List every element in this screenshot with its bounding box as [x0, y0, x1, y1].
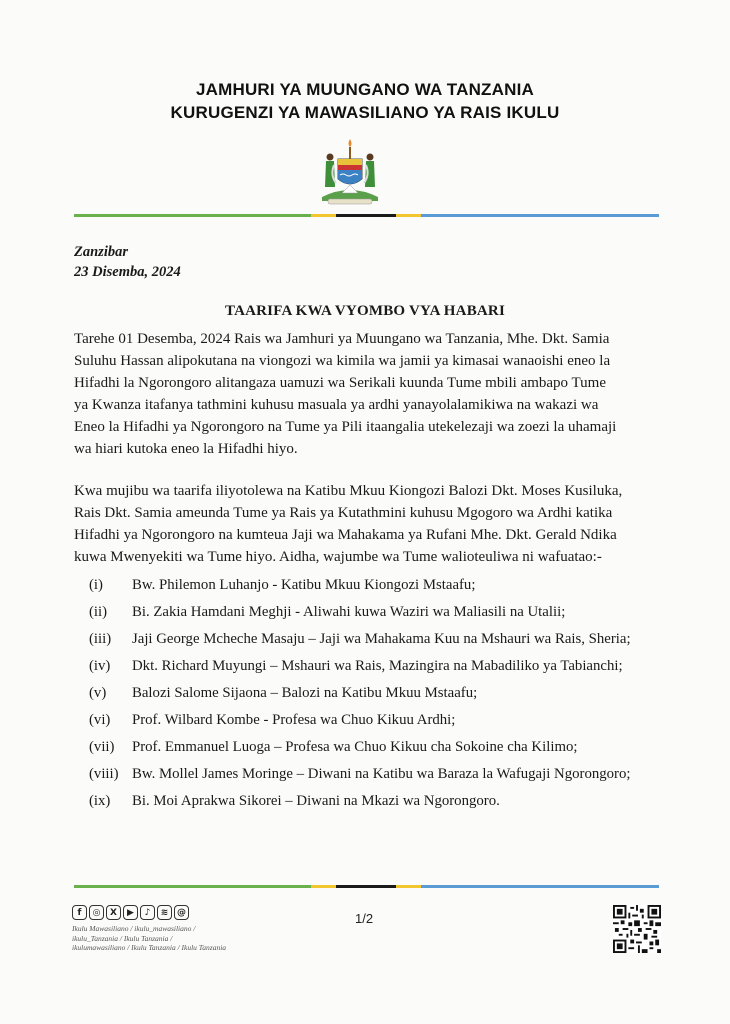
stripe-blue [421, 885, 659, 888]
stripe-green [74, 214, 311, 217]
handles-line: Ikulu Mawasiliano / ikulu_mawasiliano / [72, 924, 196, 933]
list-item-number: (ix) [89, 793, 111, 809]
list-item-text: Jaji George Mcheche Masaju – Jaji wa Mahakama Kuu na Mshauri wa Rais, Sheria; [132, 631, 631, 647]
list-item-number: (v) [89, 685, 107, 701]
x-icon[interactable]: X [106, 905, 121, 920]
stripe-yellow-2 [396, 885, 421, 888]
tanzania-coat-of-arms-icon [318, 135, 382, 207]
list-item-number: (vii) [89, 739, 115, 755]
paragraph-line: Eneo la Hifadhi ya Ngorongoro na Tume ya Pili itaangalia utekelezaji wa zoezi la uhamaji [74, 419, 617, 435]
paragraph-line: Suluhu Hassan alipokutana na viongozi wa kimila wa jamii ya kimasai wanaoishi eneo la [74, 353, 611, 369]
list-item-number: (ii) [89, 604, 108, 620]
paragraph-line: Hifadhi la Ngorongoro alitangaza uamuzi wa Serikali kuunda Tume mbili ambapo Tume [74, 375, 606, 391]
list-item-text: Prof. Emmanuel Luoga – Profesa wa Chuo Kikuu cha Sokoine cha Kilimo; [132, 739, 578, 755]
list-item-number: (iii) [89, 631, 112, 647]
header-line-2: KURUGENZI YA MAWASILIANO YA RAIS IKULU [170, 103, 560, 122]
social-icons [72, 905, 189, 920]
stripe-yellow [311, 214, 336, 217]
list-item-text: Bi. Zakia Hamdani Meghji - Aliwahi kuwa Waziri wa Maliasili na Utalii; [132, 604, 566, 620]
paragraph-line: kuwa Mwenyekiti wa Tume hiyo. Aidha, wajumbe wa Tume walioteuliwa ni wafuatao:- [74, 549, 602, 565]
paragraph-line: Kwa mujibu wa taarifa iliyotolewa na Katibu Mkuu Kiongozi Balozi Dkt. Moses Kusiluka, [74, 483, 623, 499]
tiktok-icon[interactable]: ♪ [140, 905, 155, 920]
header-line-1: JAMHURI YA MUUNGANO WA TANZANIA [195, 80, 534, 99]
paragraph-line: wa hiari kutoka eneo la Hifadhi hiyo. [74, 441, 298, 457]
stripe-yellow [311, 885, 336, 888]
stripe-blue [421, 214, 659, 217]
stripe-green [74, 885, 311, 888]
list-item-text: Dkt. Richard Muyungi – Mshauri wa Rais, Mazingira na Mabadiliko ya Tabianchi; [132, 658, 623, 674]
spotify-icon[interactable]: ≋ [157, 905, 172, 920]
paragraph-2 [74, 480, 660, 568]
list-item-number: (vi) [89, 712, 111, 728]
threads-icon[interactable]: @ [174, 905, 189, 920]
paragraph-line: ya Kwanza itafanya tathmini kuhusu masuala ya ardhi yanayolalamikiwa na wakazi wa [74, 397, 599, 413]
list-item-number: (viii) [89, 766, 119, 782]
paragraph-1 [74, 328, 660, 460]
list-item-text: Balozi Salome Sijaona – Balozi na Katibu Mkuu Mstaafu; [132, 685, 478, 701]
facebook-icon[interactable]: f [72, 905, 87, 920]
social-handles [72, 924, 242, 953]
header-color-stripe [74, 214, 659, 217]
list-item-text: Bw. Mollel James Moringe – Diwani na Katibu wa Baraza la Wafugaji Ngorongoro; [132, 766, 631, 782]
page-number: 1/2 [355, 911, 374, 926]
list-item-text: Bw. Philemon Luhanjo - Katibu Mkuu Kiongozi Mstaafu; [132, 577, 476, 593]
paragraph-line: Hifadhi ya Ngorongoro na kumteua Jaji wa Mahakama ya Rufani Mhe. Dkt. Gerald Ndika [74, 527, 617, 543]
list-item-text: Prof. Wilbard Kombe - Profesa wa Chuo Kikuu Ardhi; [132, 712, 456, 728]
stripe-yellow-2 [396, 214, 421, 217]
handles-line: ikulu_Tanzania / Ikulu Tanzania / [72, 933, 173, 943]
list-item-number: (iv) [89, 658, 111, 674]
document-title: TAARIFA KWA VYOMBO VYA HABARI [224, 303, 505, 319]
date-line: 23 Disemba, 2024 [74, 264, 181, 280]
list-item-number: (i) [89, 577, 103, 593]
place-line: Zanzibar [74, 244, 128, 260]
footer-color-stripe [74, 885, 659, 888]
handles-line: ikulumawasiliano / Ikulu Tanzania / Ikulu Tanzania [72, 943, 227, 952]
stripe-black [336, 214, 396, 217]
qr-code-icon[interactable] [613, 905, 661, 953]
youtube-icon[interactable]: ▶ [123, 905, 138, 920]
list-item-text: Bi. Moi Aprakwa Sikorei – Diwani na Mkazi wa Ngorongoro. [132, 793, 500, 809]
instagram-icon[interactable]: ◎ [89, 905, 104, 920]
paragraph-line: Tarehe 01 Desemba, 2024 Rais wa Jamhuri ya Muungano wa Tanzania, Mhe. Dkt. Samia [74, 331, 610, 347]
paragraph-line: Rais Dkt. Samia ameunda Tume ya Rais ya Kutathmini kuhusu Mgogoro wa Ardhi katika [74, 505, 613, 521]
stripe-black [336, 885, 396, 888]
